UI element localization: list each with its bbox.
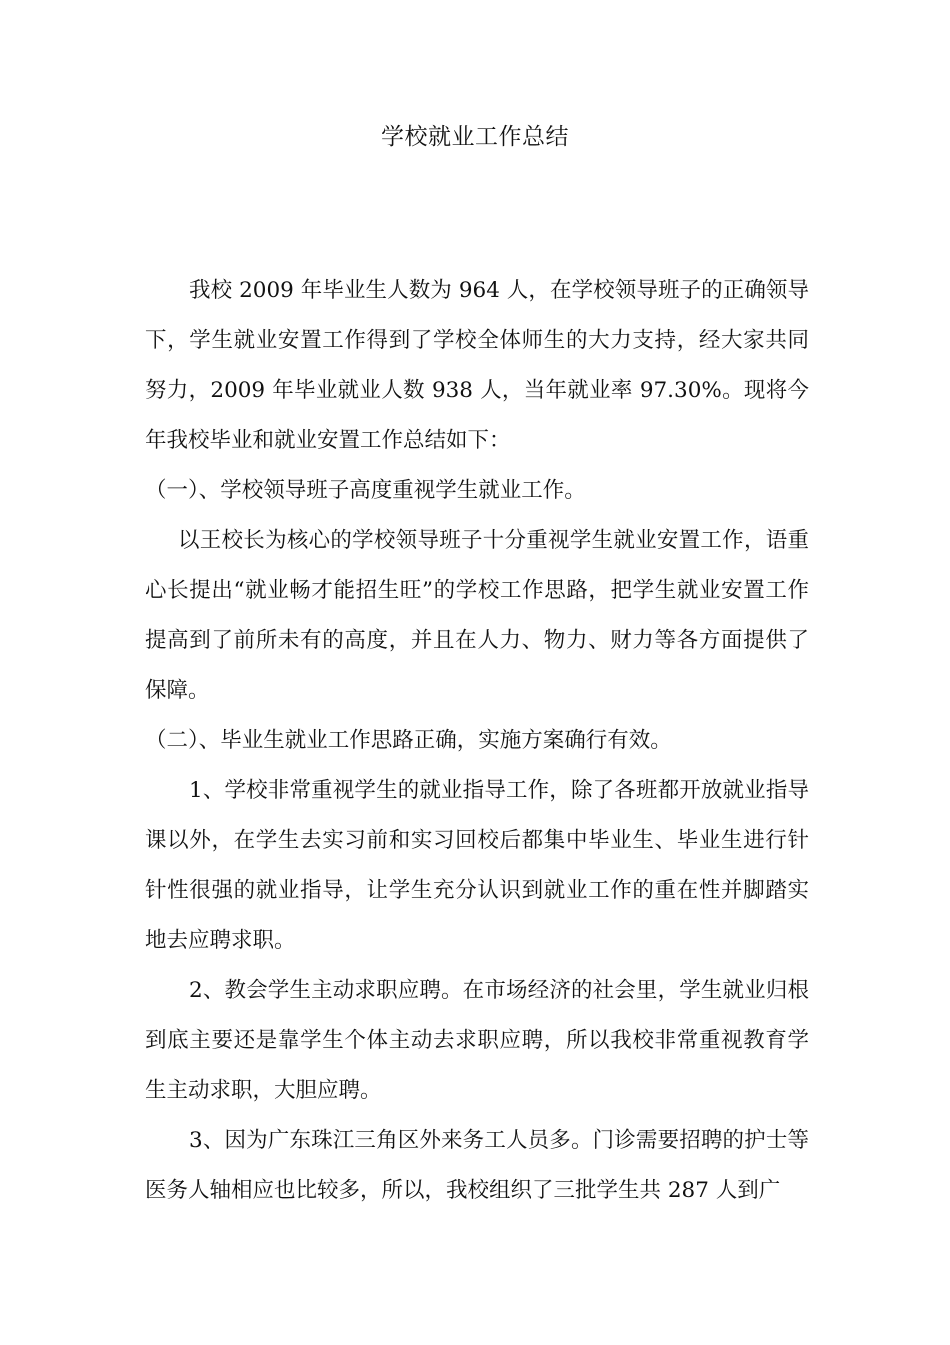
document-title: 学校就业工作总结 (381, 124, 569, 150)
item-2-paragraph: 2、教会学生主动求职应聘。在市场经济的社会里，学生就业归根到底主要还是靠学生个体主动去求职应聘，所以我校非常重视教育学生主动求职，大胆应聘。 (145, 978, 809, 1103)
intro-paragraph: 我校 2009 年毕业生人数为 964 人，在学校领导班子的正确领导下，学生就业安置工作得到了学校全体师生的大力支持，经大家共同努力，2009 年毕业就业人数 938 人，当年就业率 97.30%。现将今年我校毕业和就业安置工作总结如下： (145, 278, 809, 453)
section-heading-2: （二）、毕业生就业工作思路正确，实施方案确行有效。 (145, 728, 672, 753)
section-1-paragraph: 以王校长为核心的学校领导班子十分重视学生就业安置工作，语重心长提出“就业畅才能招生旺”的学校工作思路，把学生就业安置工作提高到了前所未有的高度，并且在人力、物力、财力等各方面提供了保障。 (145, 528, 809, 703)
document-body (145, 266, 809, 1216)
item-3-paragraph: 3、因为广东珠江三角区外来务工人员多。门诊需要招聘的护士等医务人轴相应也比较多，所以，我校组织了三批学生共 287 人到广 (145, 1128, 809, 1203)
section-heading-1: （一）、学校领导班子高度重视学生就业工作。 (145, 478, 586, 503)
item-1-paragraph: 1、学校非常重视学生的就业指导工作，除了各班都开放就业指导课以外，在学生去实习前和实习回校后都集中毕业生、毕业生进行针针性很强的就业指导，让学生充分认识到就业工作的重在性并脚踏实地去应聘求职。 (145, 778, 809, 953)
